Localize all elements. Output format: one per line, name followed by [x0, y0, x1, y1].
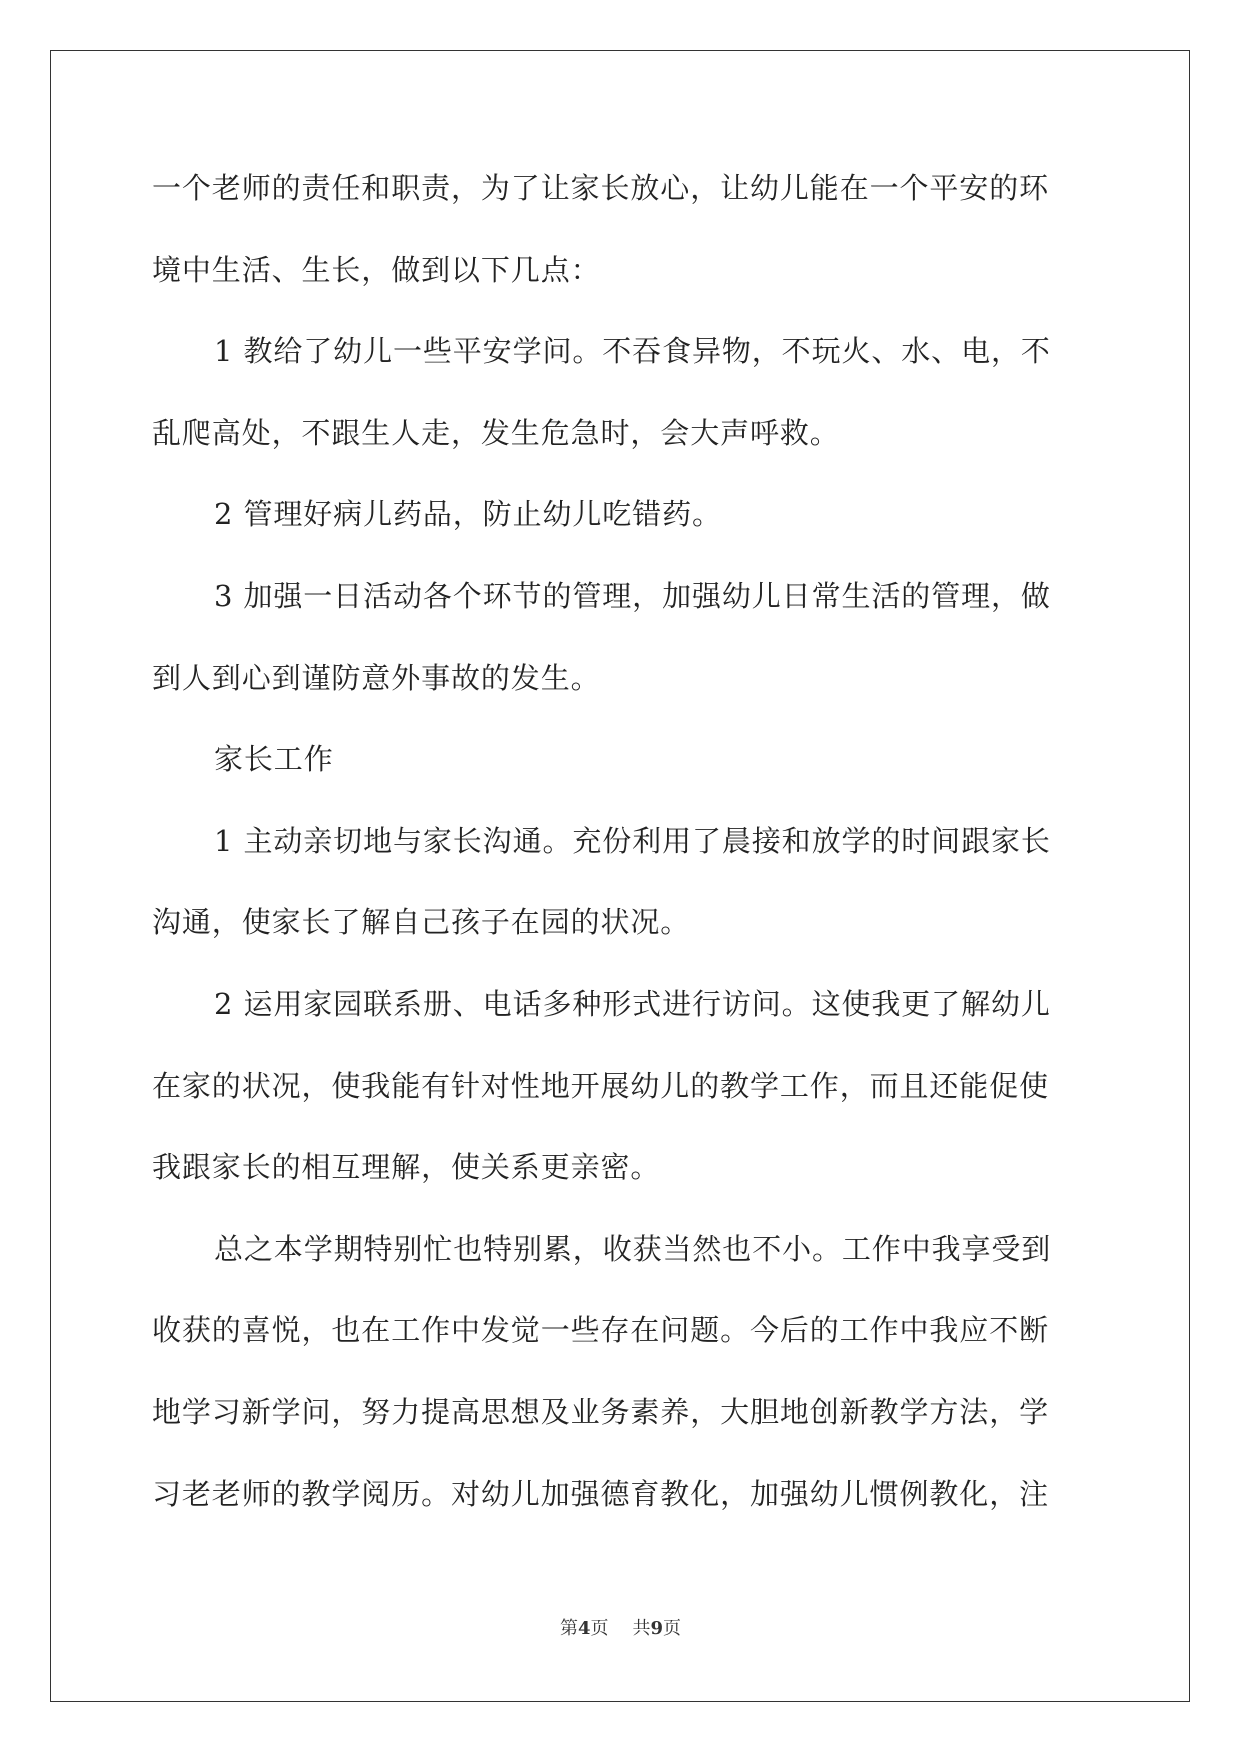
- document-body: [152, 160, 1090, 1547]
- text-line: 总之本学期特别忙也特别累，收获当然也不小。工作中我享受到: [214, 1231, 1052, 1266]
- text-line: 3 加强一日活动各个环节的管理，加强幼儿日常生活的管理，做: [214, 578, 1051, 613]
- footer-total-pages: 9: [650, 1618, 664, 1639]
- text-line: 一个老师的责任和职责，为了让家长放心，让幼儿能在一个平安的环: [152, 171, 1050, 205]
- footer-total-prefix: 共: [632, 1618, 651, 1639]
- text-line: 2 管理好病儿药品，防止幼儿吃错药。: [214, 497, 722, 532]
- text-line: 家长工作: [214, 742, 334, 777]
- text-line: 到人到心到谨防意外事故的发生。: [152, 660, 601, 695]
- text-line: 习老老师的教学阅历。对幼儿加强德育教化，加强幼儿惯例教化，注: [152, 1476, 1050, 1511]
- page-footer: [0, 1614, 1241, 1640]
- text-line: 地学习新学问，努力提高思想及业务素养，大胆地创新教学方法，学: [152, 1394, 1050, 1429]
- text-line: 1 主动亲切地与家长沟通。充份利用了晨接和放学的时间跟家长: [214, 823, 1051, 858]
- text-line: 乱爬高处，不跟生人走，发生危急时，会大声呼救。: [152, 415, 840, 450]
- footer-page-suffix: 页: [590, 1618, 609, 1639]
- text-line: 沟通，使家长了解自己孩子在园的状况。: [152, 905, 691, 940]
- footer-page-prefix: 第: [559, 1618, 578, 1639]
- footer-current-page: 4: [577, 1618, 591, 1639]
- text-line: 境中生活、生长，做到以下几点：: [152, 252, 601, 287]
- footer-total-suffix: 页: [663, 1618, 682, 1639]
- text-line: 2 运用家园联系册、电话多种形式进行访问。这使我更了解幼儿: [214, 986, 1051, 1021]
- text-line: 收获的喜悦，也在工作中发觉一些存在问题。今后的工作中我应不断: [152, 1313, 1050, 1348]
- text-line: 1 教给了幼儿一些平安学问。不吞食异物，不玩火、水、电，不: [214, 334, 1051, 369]
- text-line: 我跟家长的相互理解，使关系更亲密。: [152, 1150, 661, 1185]
- text-line: 在家的状况，使我能有针对性地开展幼儿的教学工作，而且还能促使: [152, 1068, 1050, 1103]
